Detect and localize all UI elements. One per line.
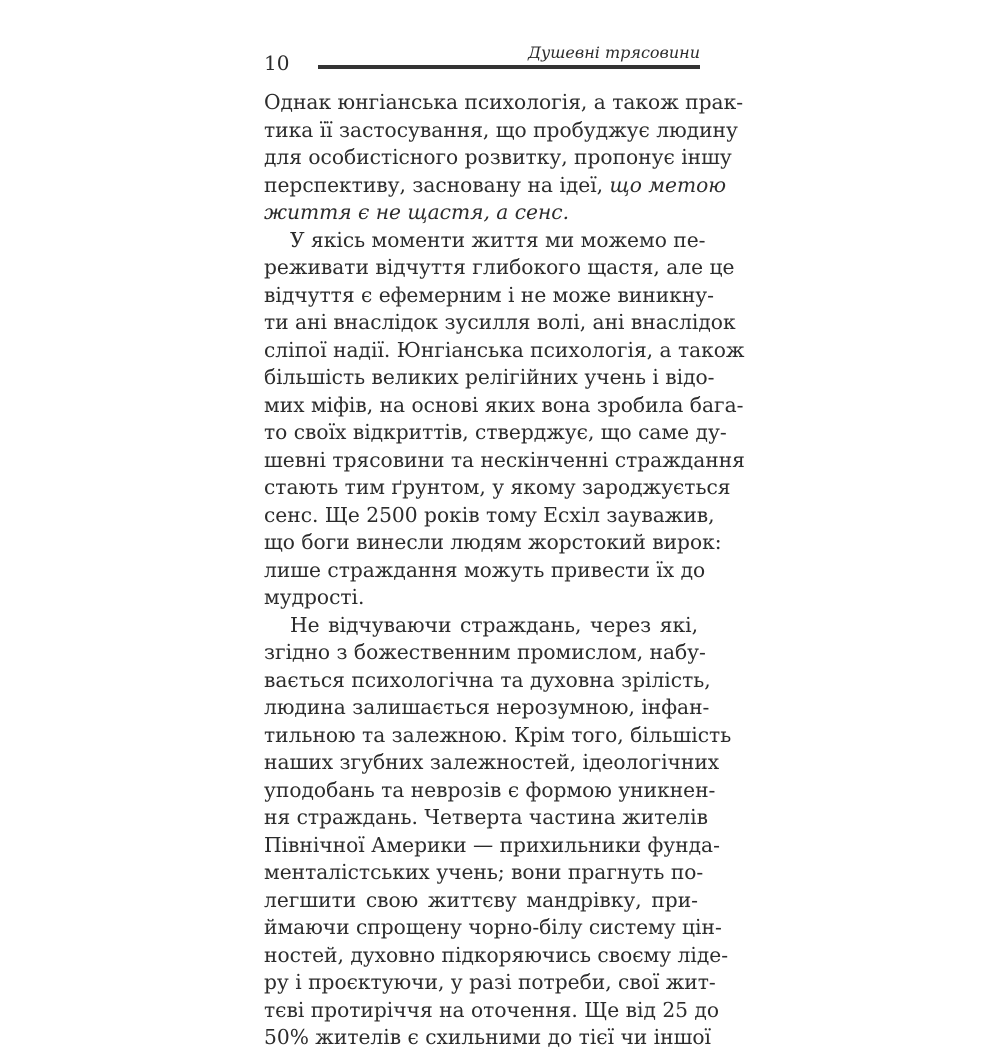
text-line: вається психологічна та духовна зрілість,	[264, 667, 711, 692]
text-line: тильною та залежною. Крім того, більшість	[264, 722, 732, 747]
text-line: Північної Америки — прихильники фунда-	[264, 832, 720, 857]
text-line: ймаючи спрощену чорно-білу систему цін-	[264, 915, 722, 939]
header-rule	[318, 65, 700, 69]
text-line: ру і проєктуючи, у разі потреби, свої жит-	[264, 970, 716, 994]
text-line: ностей, духовно підкоряючись своєму ліде-	[264, 942, 729, 967]
text-line: лише страждання можуть привести їх до	[264, 557, 706, 582]
text-line	[264, 172, 727, 200]
text-line: сенс. Ще 2500 років тому Есхіл зауважив,	[264, 502, 715, 527]
text-line: людина залишається нерозумною, інфан-	[264, 695, 710, 719]
text-line: що боги винесли людям жорстокий вирок:	[264, 530, 722, 554]
text-line: ня страждань. Четверта частина жителів	[264, 805, 708, 829]
text-line: відчуття є ефемерним і не може виникну-	[264, 282, 714, 307]
text-line: Однак юнгіанська психологія, а також прак-	[264, 90, 744, 114]
text-line: мих міфів, на основі яких вона зробила бага-	[264, 392, 744, 417]
text-line: наших згубних залежностей, ідеологічних	[264, 750, 720, 774]
text-line: реживати відчуття глибокого щастя, але це	[264, 255, 735, 279]
text-line: шевні трясовини та нескінченні страждання	[264, 447, 745, 472]
text-line: легшити свою життєву мандрівку, при-	[264, 887, 698, 912]
text-line: більшість великих релігійних учень і відо-	[264, 365, 715, 389]
italic-text-part: що метою	[609, 172, 727, 197]
body-text	[264, 89, 745, 1052]
text-line: згідно з божественним промислом, набу-	[264, 640, 706, 664]
page-number: 10	[264, 51, 290, 75]
paragraph-first-line: Не відчуваючи страждань, через які,	[290, 612, 698, 637]
page-header	[264, 44, 700, 74]
text-line: менталістських учень; вони прагнуть по-	[264, 860, 704, 884]
text-line: стають тим ґрунтом, у якому зароджується	[264, 475, 731, 499]
text-line: тика її застосування, що пробуджує людину	[264, 117, 738, 142]
text-line: 50% жителів є схильними до тієї чи іншої	[264, 1025, 711, 1049]
running-title: Душевні трясовини	[527, 43, 700, 62]
text-line: ти ані внаслідок зусилля волі, ані внаслідок	[264, 310, 736, 334]
text-line: для особистісного розвитку, пропонує іншу	[264, 145, 732, 169]
italic-text-line: життя є не щастя, а сенс.	[264, 200, 570, 224]
text-line: сліпої надії. Юнгіанська психологія, а також	[264, 337, 745, 362]
text-line: то своїх відкриттів, стверджує, що саме ду-	[264, 420, 727, 444]
paragraph-first-line: У якісь моменти життя ми можемо пе-	[290, 227, 706, 252]
text-line: уподобань та неврозів є формою уникнен-	[264, 777, 716, 802]
text-line-part: перспективу, засновану на ідеї,	[264, 172, 604, 197]
text-line: тєві протиріччя на оточення. Ще від 25 до	[264, 997, 720, 1022]
text-line: мудрості.	[264, 585, 365, 609]
